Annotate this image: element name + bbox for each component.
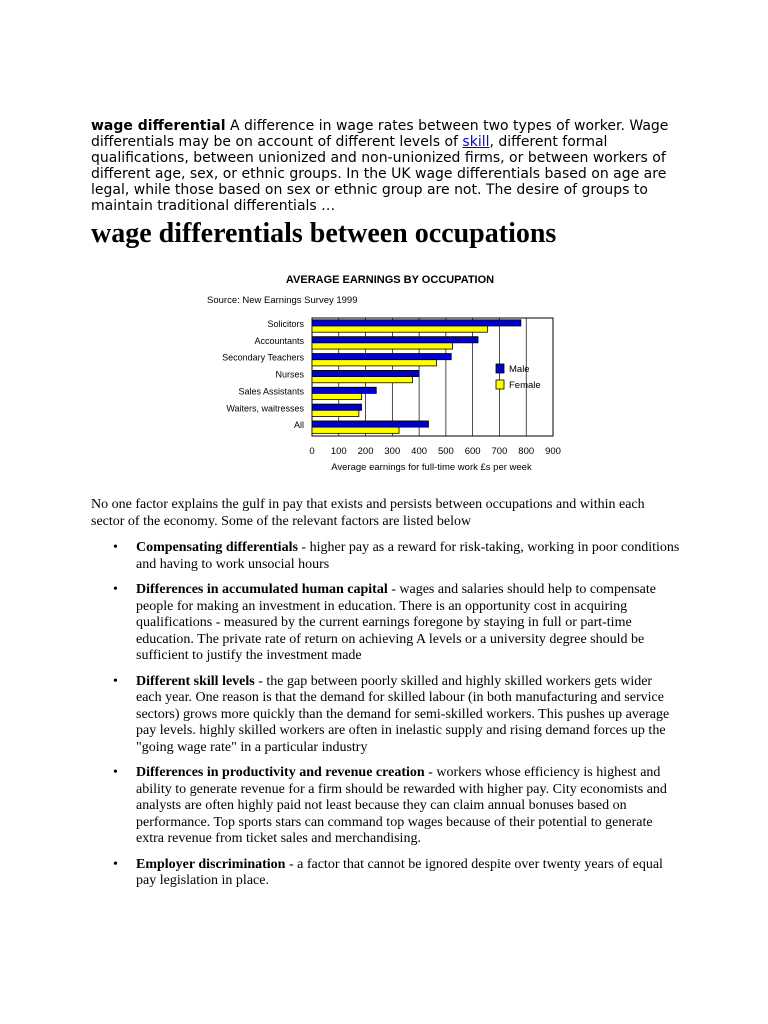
x-tick-label: 900: [545, 446, 561, 457]
definition-term: wage differential: [91, 118, 226, 134]
factor-term: Compensating differentials: [136, 540, 298, 555]
category-label: All: [293, 420, 304, 431]
bar-male-waiters-waitresses: [312, 404, 362, 410]
bullet-glyph: •: [113, 582, 118, 597]
chart-subtitle: Source: New Earnings Survey 1999: [207, 295, 358, 306]
factor-term: Differences in productivity and revenue creation: [136, 765, 425, 780]
category-label: Waiters, waitresses: [226, 403, 304, 414]
bullet-glyph: •: [113, 673, 118, 689]
x-tick-label: 600: [464, 446, 481, 457]
list-item: [91, 674, 681, 757]
list-item: [91, 582, 681, 665]
bar-female-accountants: [312, 343, 453, 349]
x-tick-label: 0: [309, 446, 315, 457]
bullet-glyph: •: [113, 765, 118, 780]
x-tick-label: 100: [330, 446, 347, 457]
x-tick-label: 700: [491, 446, 508, 457]
x-tick-label: 400: [411, 446, 428, 457]
legend-swatch-male: [496, 364, 504, 373]
factors-intro: No one factor explains the gulf in pay that exists and persists between occupations and within each sector of the economy. Some of the relevant factors are listed below: [91, 497, 645, 529]
bullet-glyph: •: [113, 540, 118, 555]
category-label: Secondary Teachers: [222, 352, 304, 363]
factor-text: - wages and salaries should help to compensate people for making an investment in education. There is an opportunity cost in acquiring qualifications - measured by the current earnings foregone by staying in full or part-time education. The private rate of return on achieving A levels or a university degree should be sufficient to justify the investment made: [136, 582, 656, 663]
bar-female-waiters-waitresses: [312, 410, 359, 416]
x-axis-label: Average earnings for full-time work £s per week: [331, 462, 532, 473]
bar-female-secondary-teachers: [312, 360, 437, 366]
definition-paragraph: [91, 118, 681, 214]
category-label: Sales Assistants: [238, 386, 304, 397]
legend-swatch-female: [496, 380, 504, 389]
legend-label-male: Male: [509, 364, 530, 375]
legend-label-female: Female: [509, 380, 541, 391]
skill-link[interactable]: skill: [462, 134, 490, 150]
factor-text: - the gap between poorly skilled and highly skilled workers gets wider each year. One reason is that the demand for skilled labour (in both manufacturing and service sectors) grows more quickly than the demand for semi-skilled workers. This pushes up average pay levels. highly skilled workers are often in inelastic supply and rising demand forces up the "going wage rate" in a particular industry: [136, 673, 670, 755]
section-heading: wage differentials between occupations: [91, 218, 557, 249]
bar-female-nurses: [312, 377, 412, 383]
factor-term: Different skill levels: [136, 673, 255, 689]
list-item: [91, 857, 681, 890]
x-tick-label: 300: [384, 446, 401, 457]
list-item: [91, 540, 681, 573]
bar-male-solicitors: [312, 320, 521, 326]
bar-female-sales-assistants: [312, 393, 362, 399]
bar-male-all: [312, 421, 428, 427]
definition-text-1: A difference in wage rates between two types of worker. Wage differentials may be on account of different levels of: [91, 118, 669, 150]
bar-female-solicitors: [312, 326, 487, 332]
bullet-glyph: •: [113, 856, 118, 872]
bar-female-all: [312, 427, 399, 433]
factor-text: - higher pay as a reward for risk-taking, working in poor conditions and having to work unsocial hours: [136, 540, 680, 572]
definition-text-2: , different formal qualifications, between unionized and non-unionized firms, or between workers of different age, sex, or ethnic groups. In the UK wage differentials based on age are legal, while those based on sex or ethnic group are not. The desire of groups to maintain traditional differentials …: [91, 134, 667, 214]
earnings-chart: [200, 266, 580, 478]
x-tick-label: 800: [518, 446, 535, 457]
x-tick-label: 500: [437, 446, 454, 457]
list-item: [91, 765, 681, 848]
chart-title: AVERAGE EARNINGS BY OCCUPATION: [285, 274, 495, 286]
factor-term: Employer discrimination: [136, 856, 286, 872]
bar-male-nurses: [312, 370, 419, 376]
factor-text: - a factor that cannot be ignored despite over twenty years of equal pay legislation in place.: [136, 856, 663, 888]
factor-term: Differences in accumulated human capital: [136, 582, 388, 597]
bar-male-sales-assistants: [312, 387, 376, 393]
x-tick-label: 200: [357, 446, 374, 457]
category-label: Accountants: [254, 335, 304, 346]
factors-list: [91, 540, 681, 890]
category-label: Nurses: [275, 369, 304, 380]
bar-male-accountants: [312, 337, 478, 343]
bar-male-secondary-teachers: [312, 354, 451, 360]
article-body: [91, 497, 681, 899]
factor-text: - workers whose efficiency is highest and ability to generate revenue for a firm should be rewarded with higher pay. City economists and analysts are often highly paid not least because they can claim annual bonuses based on performance. Top sports stars can command top wages because of their potential to generate extra revenue from ticket sales and merchandising.: [136, 765, 667, 846]
category-label: Solicitors: [267, 319, 304, 329]
